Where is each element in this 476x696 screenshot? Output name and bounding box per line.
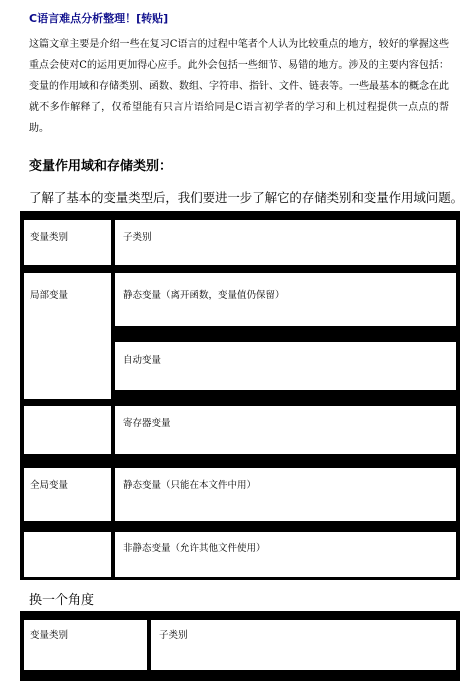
table-header-subcategory: 子类别 xyxy=(123,232,152,243)
table2-header-cell-subcategory xyxy=(151,620,456,670)
subheading: 换一个角度 xyxy=(29,593,95,608)
table2-header-cell-category xyxy=(24,620,147,670)
global-static-text: 静态变量（只能在本文件中用） xyxy=(123,480,257,491)
local-register-text: 寄存器变量 xyxy=(123,418,171,429)
table-header-cell-subcategory xyxy=(115,220,456,265)
alternate-view-table xyxy=(20,611,460,681)
local-static-cell xyxy=(115,273,456,326)
section-heading: 变量作用域和存储类别： xyxy=(29,159,173,174)
local-variable-label-cell xyxy=(24,273,111,399)
table2-header-subcategory: 子类别 xyxy=(159,630,188,641)
global-variable-label: 全局变量 xyxy=(30,480,69,491)
storage-class-table xyxy=(20,211,460,580)
section-lead: 了解了基本的变量类型后，我们要进一步了解它的存储类别和变量作用域问题。 xyxy=(29,190,464,205)
local-register-blank-cell xyxy=(24,406,111,454)
global-nonstatic-blank-cell xyxy=(24,532,111,577)
global-variable-label-cell xyxy=(24,468,111,521)
table2-header-category: 变量类别 xyxy=(30,630,69,641)
intro-paragraph: 这篇文章主要是介绍一些在复习C语言的过程中笔者个人认为比较重点的地方，较好的掌握这些重点会使对C的运用更加得心应手。此外会包括一些细节、易错的地方。涉及的主要内容包括：变量的作用域和存储类别、函数、数组、字符串、指针、文件、链表等。一些最基本的概念在此就不多作解释了，仅希望能有只言片语给同是C语言初学者的学习和上机过程提供一点点的帮助。 xyxy=(29,39,449,134)
table-header-category: 变量类别 xyxy=(30,232,69,243)
local-auto-text: 自动变量 xyxy=(123,355,162,366)
table-header-cell-category xyxy=(24,220,111,265)
local-variable-label: 局部变量 xyxy=(30,290,69,301)
page-title: C语言难点分析整理！[转贴] xyxy=(29,12,169,25)
local-auto-cell xyxy=(115,342,456,390)
global-nonstatic-cell xyxy=(115,532,456,577)
local-static-text: 静态变量（离开函数，变量值仍保留） xyxy=(123,290,285,301)
local-register-cell xyxy=(115,406,456,454)
global-nonstatic-text: 非静态变量（允许其他文件使用） xyxy=(123,543,266,554)
global-static-cell xyxy=(115,468,456,521)
